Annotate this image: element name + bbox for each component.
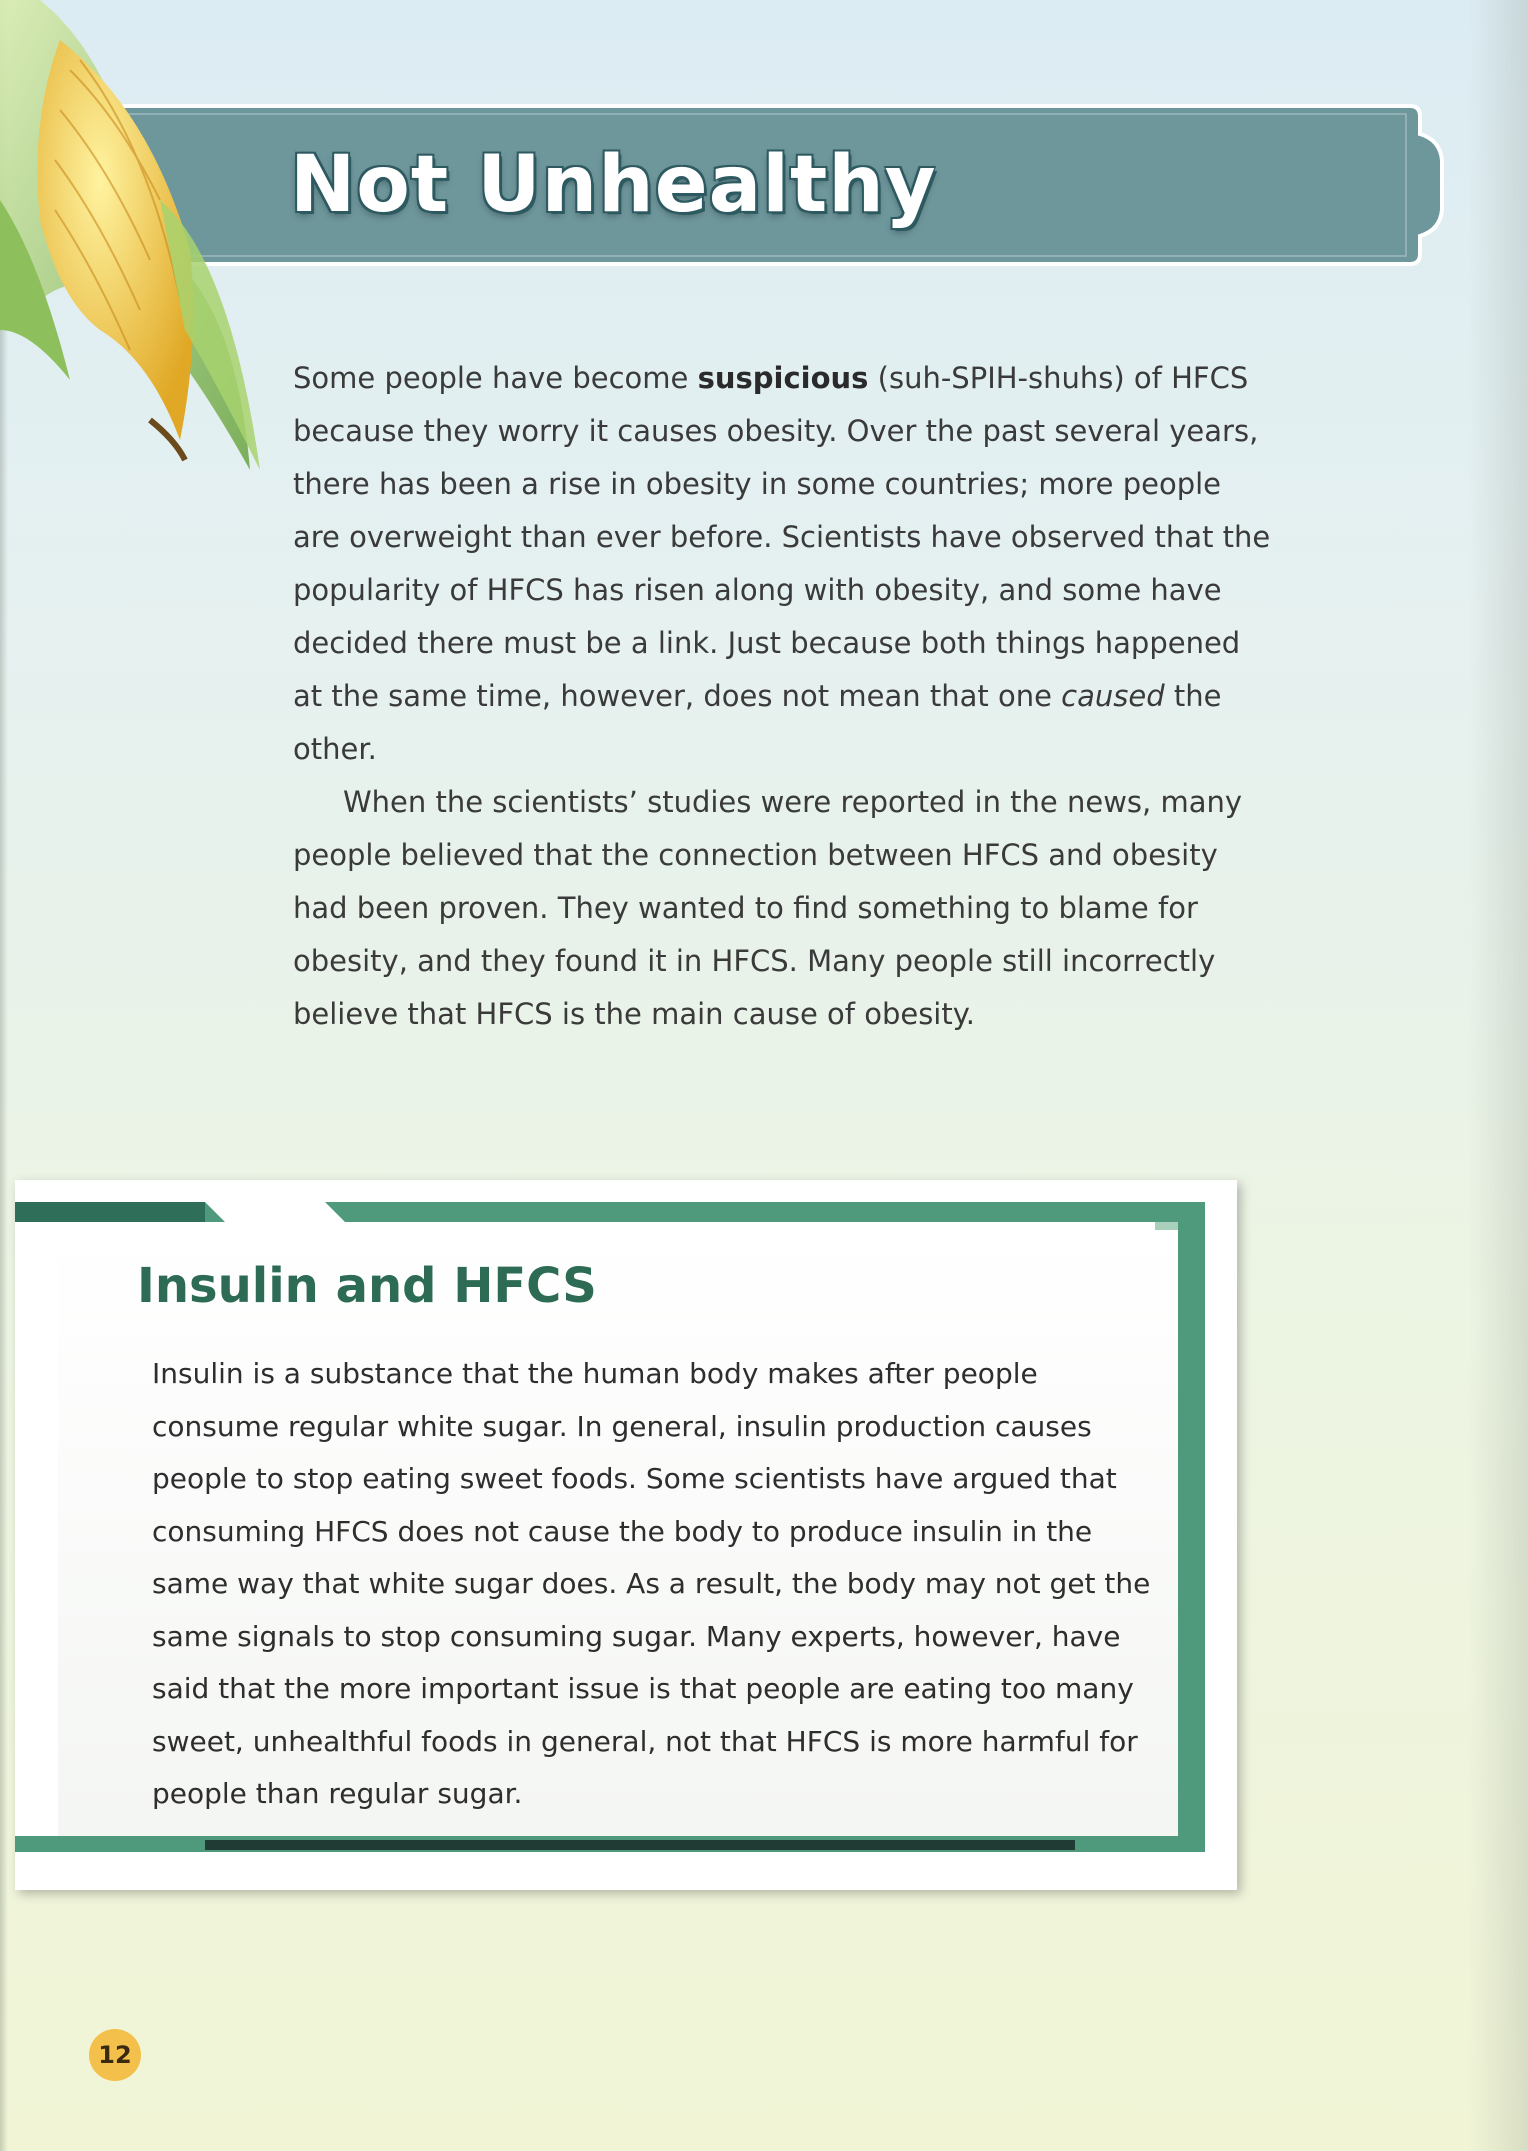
main-body-text <box>293 352 1273 1041</box>
paragraph-2: When the scientists’ studies were reported in the news, many people believed that the connection between HFCS and obesity had been proven. They wanted to find something to blame for obesity, and they found it in HFCS. Many people still incorrectly believe that HFCS is the main cause of obesity. <box>293 785 1243 1031</box>
bold-term: suspicious <box>697 361 869 395</box>
corn-icon <box>0 0 280 480</box>
page-number-badge: 12 <box>89 2029 141 2081</box>
page-right-edge <box>1468 0 1528 2151</box>
sidebar-text: Insulin is a substance that the human body makes after people consume regular white sugar. In general, insulin production causes people to stop eating sweet foods. Some scientists have argued that consuming HFCS does not cause the body to produce insulin in the same way that white sugar does. As a result, the body may not get the same signals to stop consuming sugar. Many experts, however, have said that the more important issue is that people are eating too many sweet, unhealthful foods in general, not that HFCS is more harmful for people than regular sugar. <box>152 1357 1151 1810</box>
paragraph-1 <box>293 352 1273 776</box>
p1-text-middle: (suh-SPIH-shuhs) of HFCS because they worry it causes obesity. Over the past several years, there has been a rise in obesity in some countries; more people are overweight than ever before. Scientists have observed that the popularity of HFCS has risen along with obesity, and some have decided there must be a link. Just because both things happened at the same time, however, does not mean that one <box>293 361 1271 713</box>
p1-text-end: the other. <box>293 679 1222 766</box>
italic-term: caused <box>1061 679 1165 713</box>
sidebar-title: Insulin and HFCS <box>137 1258 597 1314</box>
page-title: Not Unhealthy <box>290 140 937 230</box>
p1-text-start: Some people have become <box>293 361 698 395</box>
